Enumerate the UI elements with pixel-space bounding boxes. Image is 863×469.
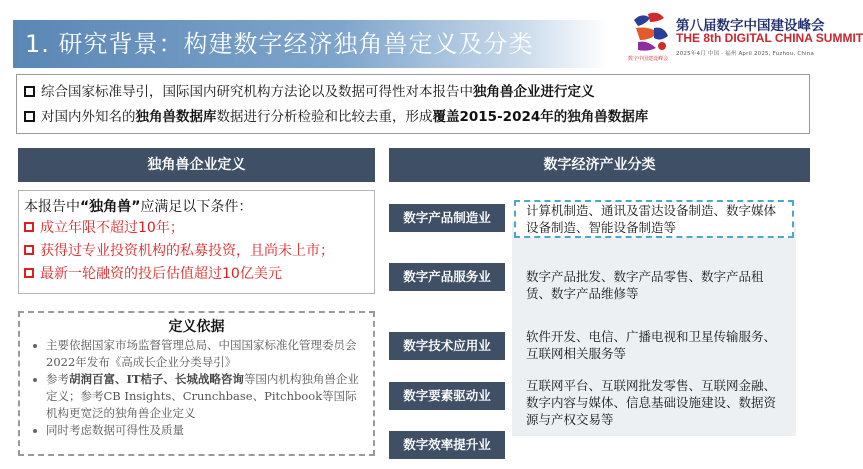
unicorn-definition-heading: 独角兽企业定义: [18, 148, 375, 182]
basis-emphasis: 胡润百富、IT桔子、长城战略咨询: [69, 372, 244, 386]
summit-logo-icon: [628, 10, 672, 60]
intro-text: 数据进行分析检验和比较去重，形成: [216, 109, 433, 125]
category-description: 软件开发、电信、广播电视和卫星传输服务、互联网相关服务等: [526, 329, 777, 361]
condition-item: [24, 263, 374, 286]
condition-text: 获得过专业投资机构的私募投资，且尚未上市；: [40, 243, 334, 259]
basis-text: 参考: [46, 372, 69, 386]
conditions-box: [18, 190, 375, 294]
condition-item: [24, 217, 374, 240]
condition-text: 成立年限不超过10年；: [40, 220, 184, 236]
checkbox-icon: [24, 245, 34, 255]
intro-line-1: [24, 80, 809, 105]
category-label: 数字效率提升业: [389, 431, 505, 459]
condition-text: 最新一轮融资的投后估值超过10亿美元: [40, 266, 282, 282]
basis-text: 同时考虑数据可得性及质量: [46, 423, 184, 437]
checkbox-icon: [24, 268, 34, 278]
basis-title: 定义依据: [168, 319, 225, 335]
basis-text: 等国内机构独角兽企业定义；参考: [46, 372, 359, 403]
category-description: 数字产品批发、数字产品零售、数字产品租赁、数字产品维修等: [526, 269, 764, 301]
conditions-intro-text: 本报告中: [24, 199, 80, 215]
logo-title: 第八届数字中国建设峰会: [676, 18, 825, 34]
basis-text: CB Insights、Crunchbase、Pitchbook: [103, 389, 323, 403]
basis-item: [28, 337, 365, 371]
category-label: 数字产品服务业: [389, 263, 505, 291]
intro-text: 综合国家标准导引，国际国内研究机构方法论以及数据可得性对本报告中: [41, 84, 473, 100]
logo-date: 2025年4月 中国 · 福州 April 2025, Fuzhou, China: [676, 51, 815, 57]
page-title: 1. 研究背景：构建数字经济独角兽定义及分类: [13, 20, 608, 68]
digital-industry-heading: 数字经济产业分类: [389, 148, 810, 182]
logo-caption: 数字中国建设峰会: [628, 56, 669, 62]
category-description: 计算机制造、通讯及雷达设备制造、数字媒体设备制造、智能设备制造等: [526, 203, 777, 235]
unicorn-term: “独角兽”: [80, 199, 141, 215]
category-label: 数字产品制造业: [389, 204, 505, 232]
intro-emphasis: 独角兽企业进行定义: [473, 84, 595, 100]
intro-text: 对国内外知名的: [41, 109, 136, 125]
square-bullet-icon: [24, 86, 35, 97]
definition-basis-box: [18, 311, 375, 456]
conditions-intro: [24, 197, 374, 217]
basis-text: 主要依据国家市场监督管理总局、中国国家标准化管理委员会2022年发布《高成长企业分类导引》: [46, 338, 357, 369]
intro-emphasis: 独角兽数据库: [135, 109, 217, 125]
checkbox-icon: [24, 222, 34, 232]
basis-item: [28, 371, 365, 422]
basis-item: [28, 422, 365, 439]
category-label: 数字要素驱动业: [389, 382, 505, 410]
basis-text: 等国际机构更宽泛的独角兽企业定义: [46, 389, 357, 420]
category-label: 数字技术应用业: [389, 332, 505, 360]
logo-subtitle: THE 8th DIGITAL CHINA SUMMIT: [676, 31, 863, 45]
condition-item: [24, 240, 374, 263]
square-bullet-icon: [24, 111, 35, 122]
summit-logo: [628, 10, 863, 66]
intro-line-2: [24, 105, 809, 130]
intro-emphasis: 覆盖2015-2024年的独角兽数据库: [432, 109, 649, 125]
conditions-intro-text: 应满足以下条件：: [140, 199, 253, 215]
category-description: 互联网平台、互联网批发零售、互联网金融、数字内容与媒体、信息基础设施建设、数据资源与产权交易等: [526, 378, 777, 427]
intro-box: [16, 74, 810, 134]
